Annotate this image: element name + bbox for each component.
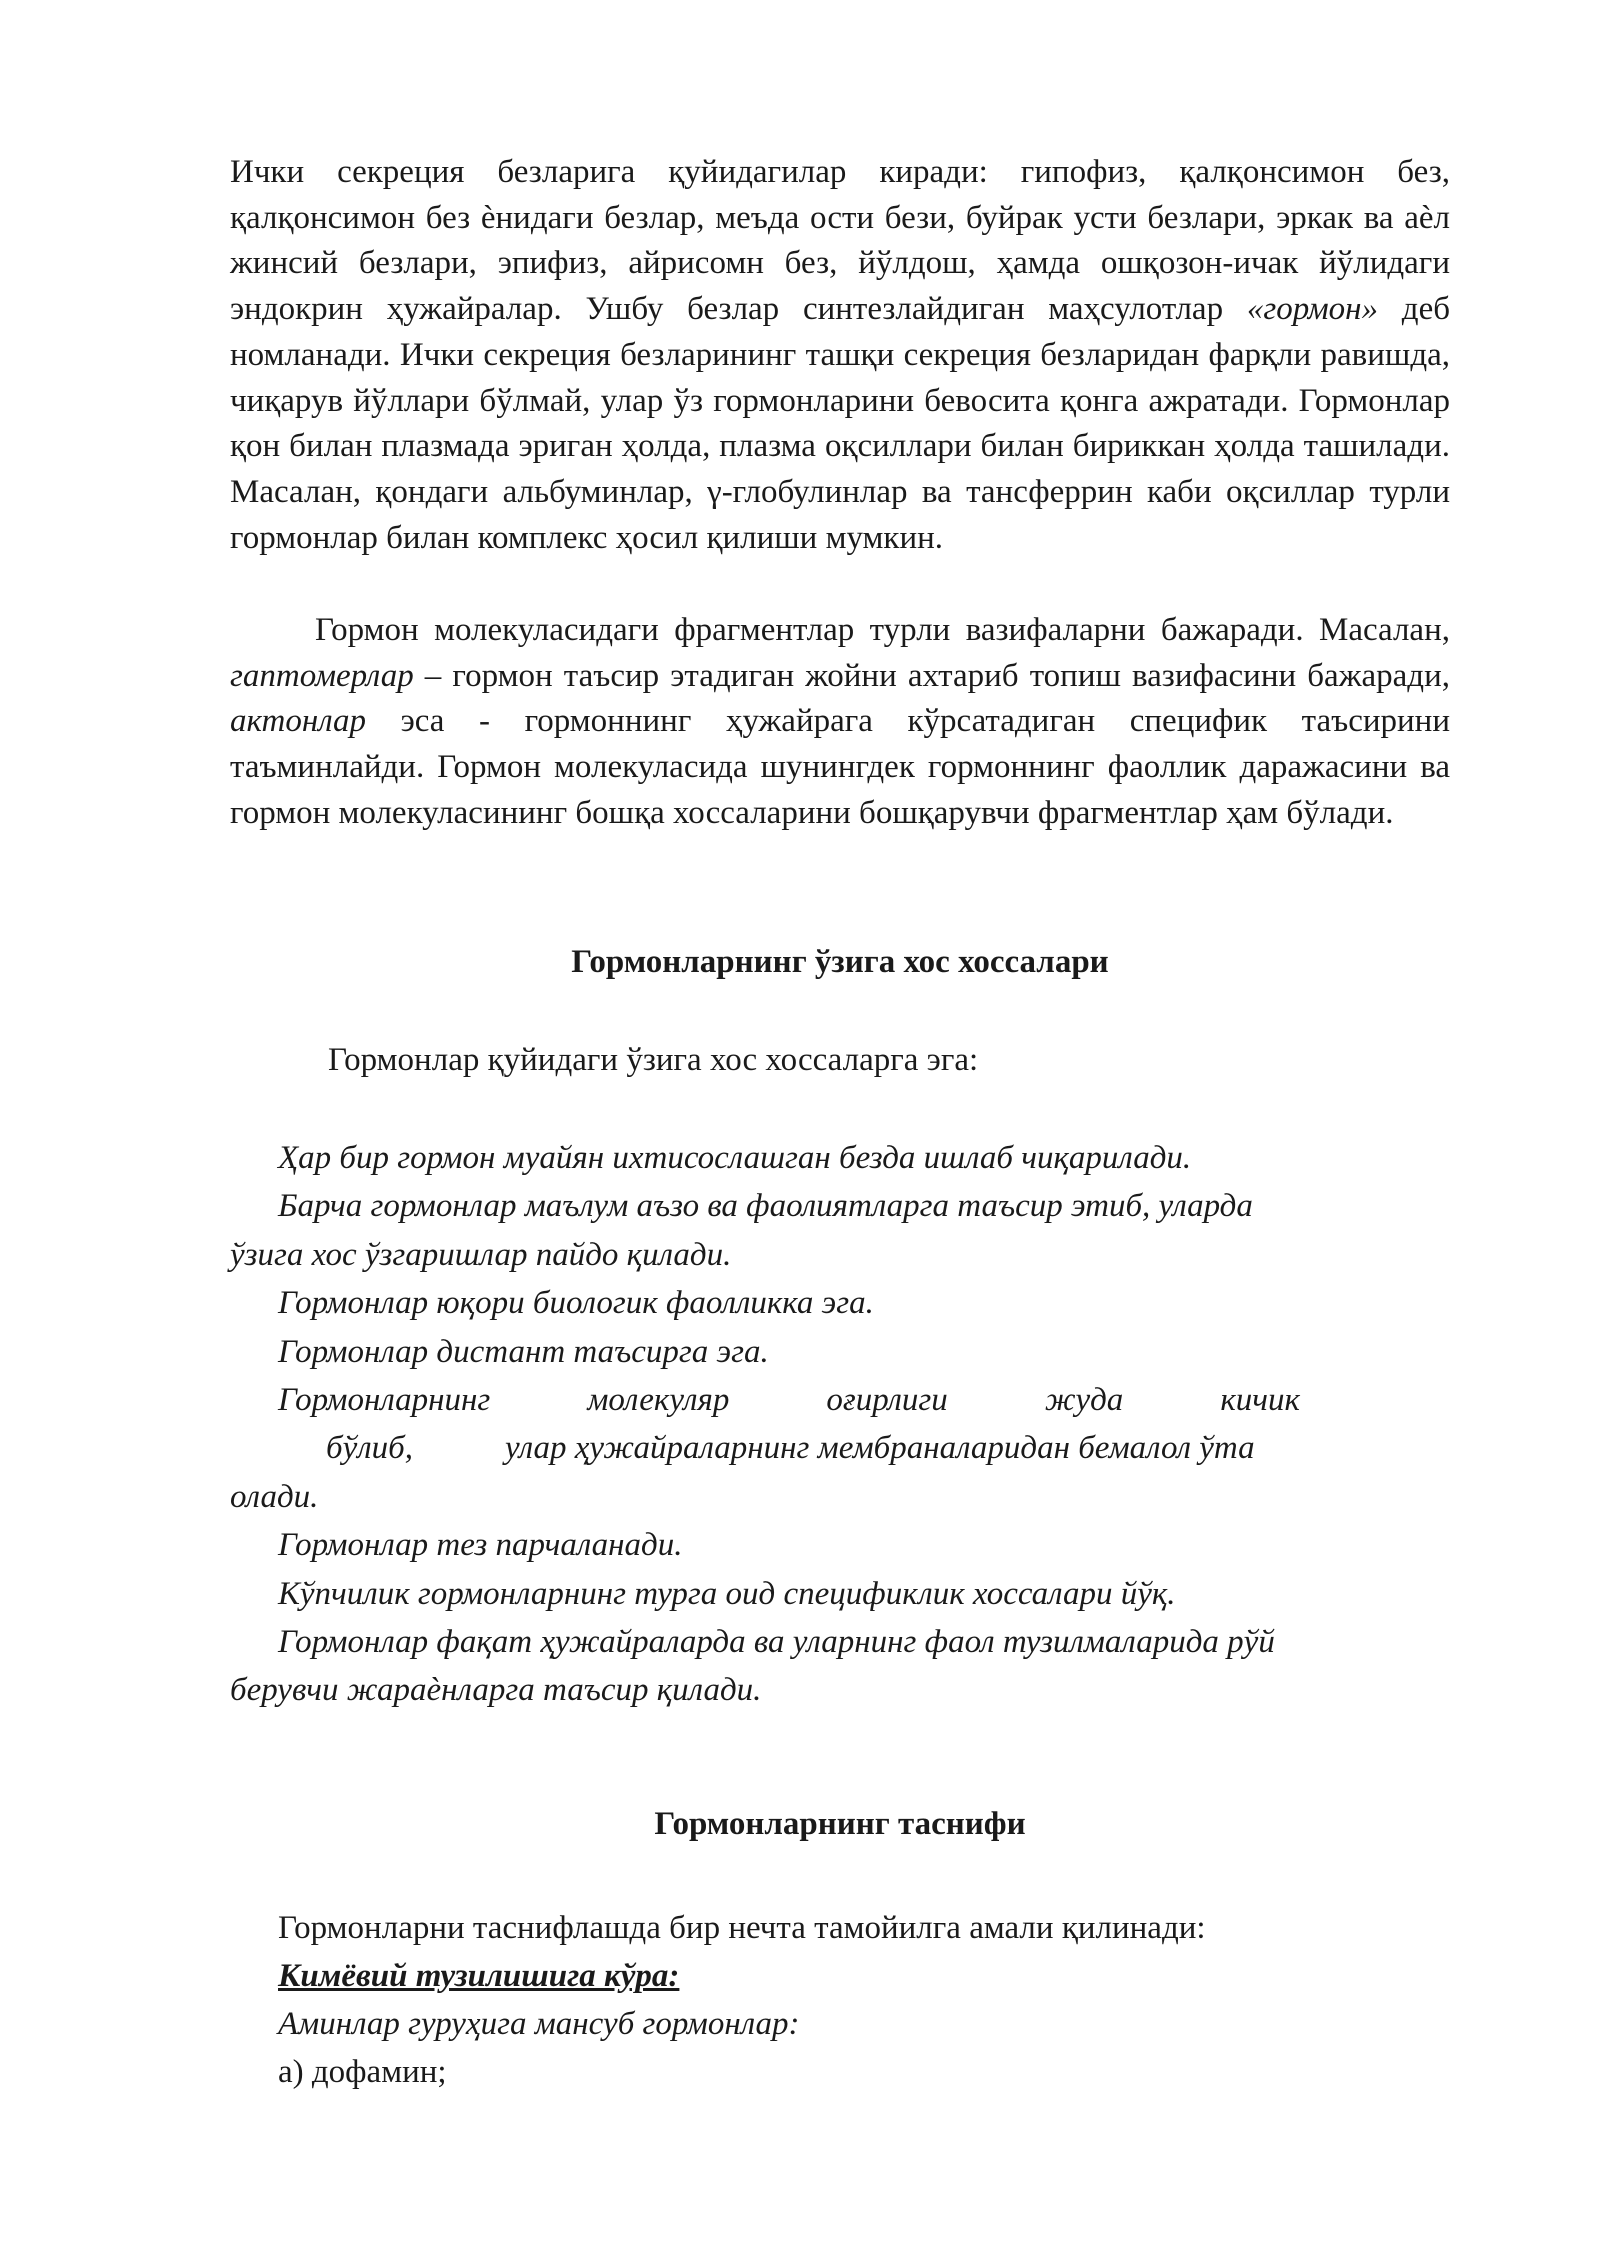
- classification-group: Аминлар гуруҳига мансуб гормонлар:: [278, 2006, 800, 2042]
- paragraph-text: Ички секреция безларига қуйидагилар киради: гипофиз, қалқонсимон без, қалқонсимон без ѐнидаги безлар, меъда ости бези, буйрак усти безлари, эркак ва аѐл жинсий безлари, эпифиз, айрисомн без, йўлдош, ҳамда ошқозон-ичак йўлидаги эндокрин ҳужайралар. Ушбу безлар синтезлайдиган маҳсулотлар: [230, 154, 1450, 328]
- classification-subheading: Кимёвий тузилишига кўра:: [278, 1958, 680, 1994]
- list-item: Гормонлар фақат ҳужайраларда ва уларнинг фаол тузилмаларида рўй: [278, 1624, 1275, 1661]
- list-item: Ҳар бир гормон муайян ихтисослашган безда ишлаб чиқарилади.: [278, 1140, 1192, 1176]
- paragraph-text: Гормон молекуласидаги фрагментлар турли вазифаларни бажаради. Масалан,: [315, 612, 1450, 648]
- properties-list: [230, 1134, 1450, 1715]
- word: бўлиб,: [326, 1430, 413, 1467]
- word: молекуляр: [587, 1382, 730, 1419]
- paragraph-endocrine-glands: [230, 150, 1450, 561]
- list-item-continuation: [230, 1424, 1450, 1472]
- classification-intro: Гормонларни таснифлашда бир нечта тамойилга амали қилинади:: [278, 1910, 1206, 1946]
- section-heading-properties: Гормонларнинг ўзига хос хоссалари: [571, 944, 1109, 980]
- list-item: а) дофамин;: [278, 2054, 447, 2090]
- paragraph-text: эса - гормоннинг ҳужайрага кўрсатадиган специфик таъсирини таъминлайди. Гормон молекуласида шунингдек гормоннинг фаоллик даражасини ва гормон молекуласининг бошқа хоссаларини бошқарувчи фрагментлар ҳам бўлади.: [230, 703, 1450, 831]
- list-item-continuation: ўзига хос ўзгаришлар пайдо қилади.: [230, 1236, 732, 1273]
- term-hormone: «гормон»: [1246, 291, 1379, 328]
- paragraph-text: – гормон таъсир этадиган жойни ахтариб топиш вазифасини бажаради,: [413, 657, 1450, 694]
- paragraph-hormone-fragments: [230, 608, 1450, 837]
- word: кичик: [1220, 1382, 1300, 1419]
- term-haptomers: гаптомерлар: [230, 657, 414, 694]
- section-heading-classification: Гормонларнинг таснифи: [654, 1806, 1026, 1842]
- list-item: [230, 1376, 1300, 1424]
- word: оғирлиги: [826, 1382, 948, 1419]
- classification-section: [230, 1904, 1450, 2096]
- paragraph-text: деб номланади. Ички секреция безларининг ташқи секреция безларидан фарқли равишда, чиқарув йўллари бўлмай, улар ўз гормонларини бевосита қонга ажратади. Гормонлар қон билан плазмада эриган ҳолда, плазма оқсиллари билан бириккан ҳолда ташилади. Масалан, қондаги альбуминлар, γ-глобулинлар ва тансферрин каби оқсиллар турли гормонлар билан комплекс ҳосил қилиши мумкин.: [230, 291, 1451, 556]
- list-item: Гормонлар тез парчаланади.: [278, 1527, 683, 1564]
- list-item: Кўпчилик гормонларнинг турга оид спецификлик хоссалари йўқ.: [278, 1575, 1176, 1612]
- word: Гормонларнинг: [278, 1382, 491, 1419]
- word: жуда: [1044, 1382, 1124, 1419]
- list-item: Барча гормонлар маълум аъзо ва фаолиятларга таъсир этиб, уларда: [278, 1188, 1253, 1225]
- list-item: Гормонлар юқори биологик фаолликка эга.: [278, 1285, 874, 1322]
- list-item-continuation: берувчи жараѐнларга таъсир қилади.: [230, 1672, 762, 1709]
- properties-intro: Гормонлар қуйидаги ўзига хос хоссаларга эга:: [328, 1042, 979, 1078]
- list-item: Гормонлар дистант таъсирга эга.: [278, 1333, 769, 1370]
- term-actons: актонлар: [230, 703, 366, 740]
- list-item-continuation: олади.: [230, 1478, 319, 1515]
- word: улар ҳужайраларнинг мембраналаридан бемалол ўта: [504, 1430, 1255, 1467]
